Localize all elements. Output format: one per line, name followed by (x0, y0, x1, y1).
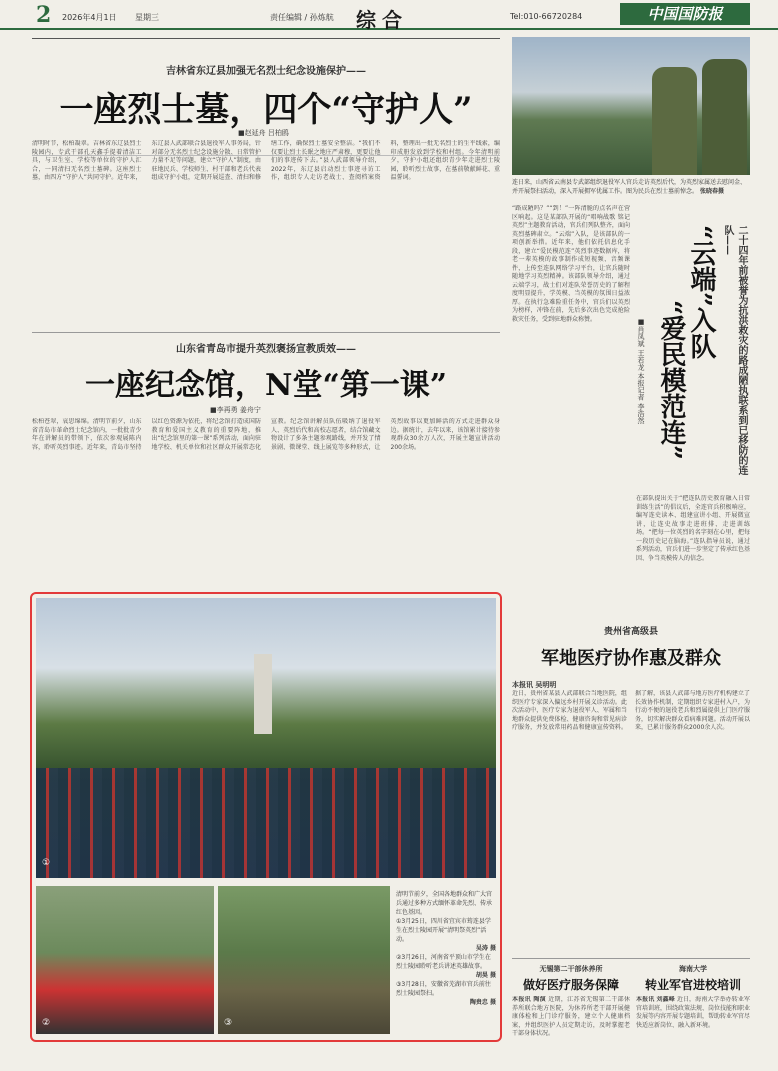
feature-subtitle: 二十四年前被誉为抗洪救灾的路成陋执联系到已移防的连队—— (722, 225, 747, 475)
article2-title: 一座纪念馆，N堂“第一课” (85, 368, 447, 403)
right-column-body: 在部队提出关于“把连队历史教育融入日常训练生活”的倡议后，全连官兵积极响应，编写连史读本、组建宣讲小组、开展微宣讲，让连史故事走进班排、走进训练场。“把每一位英烈的名字刻在心里，把每一段历史记在脑海。”连队指导员说，通过系列活动，官兵们进一步坚定了传承红色基因、争当英模传人的信念。 (636, 495, 750, 562)
photo-marker-2: ② (42, 1018, 51, 1028)
section-title: 综合 (356, 8, 408, 32)
photo-soldiers-tomb (218, 886, 390, 1034)
photo-students-veteran (36, 886, 214, 1034)
photo-story-captions (396, 890, 496, 1034)
article1-title: 一座烈士墓，四个“守护人” (59, 90, 473, 130)
student-rows (36, 768, 496, 878)
article2-kicker: 山东省青岛市提升英烈褒扬宣教质效—— (176, 344, 356, 355)
photo-credit-3: 陶贵忠 摄 (469, 999, 496, 1006)
photo-marker-3: ③ (224, 1018, 233, 1028)
weekday: 星期三 (135, 13, 159, 22)
article6-region: 海南大学 (679, 964, 707, 973)
editor-credit: 责任编辑 / 孙炼航 (270, 13, 334, 22)
article4-byline: 本报讯 吴明明 (512, 681, 557, 689)
telephone: Tel:010-66720284 (510, 12, 583, 21)
photo-caption-1: ①3月25日，四川省宜宾市筠连县学生在烈士陵园开展“清明祭英烈”活动。 (396, 918, 491, 943)
soldier-figure (652, 67, 697, 175)
newspaper-logo: 中国国防报 (620, 3, 750, 25)
article2-byline: ■李再勇 姜舟宁 (210, 406, 261, 414)
article5-title: 做好医疗服务保障 (522, 978, 619, 992)
article1-body: 清明时节，松柏凝翠。吉林省东辽县烈士陵园内，专武干部孔天鑫手提着清洁工具，与卫生室、学校等单位的守护人汇合，一同清扫无名烈士墓碑。这座烈士墓，由四方“守护人”共同守护。近年来，东辽县人武部联合县退役军人事务局，针对部分无名烈士纪念设施分散、日常管护力量不足等问题，建立“守护人”制度，由驻地民兵、学校师生、村干部和老兵代表组成守护小组，定期开展巡查、清扫和修缮工作，确保烈士墓安全整洁。“我们不仅要让烈士长眠之地庄严肃穆，更要让他们的事迹传下去。”县人武部领导介绍，2022年，东辽县启动烈士事迹寻访工作，组织专人走访老战士、查阅档案资料，整理出一批无名烈士的生平线索，编印成册发放到学校和村组。今年清明前夕，守护小组还组织青少年走进烈士陵园，聆听烈士故事，在墓前敬献鲜花、重温誓词。 (32, 140, 500, 181)
article3-body: “路成陋吗？”“到！”一阵清脆的点名声在营区响起。这是某部队开展的“唱响战歌 铭记英烈”主题教育活动，官兵们列队整齐，面向英烈墓碑肃立。“云端”入队，是该部队的一项创新举措。近年来，他们依托信息化手段，建立“爱民模范连”英烈事迹数据库，将老一辈英模的故事制作成短视频、音频课件，上传至连队网络学习平台，让官兵随时随地学习英烈精神。该部队领导介绍，通过云端学习，战士们对连队荣誉历史的了解程度明显提升，学英模、当英模的氛围日益浓厚。在执行急难险重任务中，官兵们以英烈为榜样，冲锋在前，先后多次出色完成抢险救灾任务，受到驻地群众称赞。 (512, 205, 630, 323)
photo-marker-1: ① (42, 858, 51, 868)
divider (32, 332, 500, 333)
article6-title: 转业军官进校培训 (644, 978, 741, 992)
photo-memorial-visit (512, 37, 750, 175)
article4-title: 军地医疗协作惠及群众 (541, 648, 721, 669)
divider (512, 958, 750, 959)
feature-byline: ■肖凤斌 王若龙 本报记者 李浩然 (637, 318, 645, 424)
page-number: 2 (36, 2, 52, 28)
issue-date: 2026年4月1日 (62, 13, 117, 22)
photo-credit-2: 胡昊 摄 (475, 972, 496, 979)
feature-title-b: “爱民模范连” (656, 300, 686, 460)
article2-body: 松柏苍翠，哀思绵绵。清明节前夕，山东省青岛市革命烈士纪念馆内，一批批青少年在讲解员的带领下，依次参观展陈内容，聆听英烈事迹。近年来，青岛市坚持以红色资源为依托，将纪念馆打造成国防教育和爱国主义教育的重要阵地，推出“纪念馆里的第一课”系列活动，面向驻地学校、机关单位和社区群众开展常态化宣教。纪念馆讲解员队伍吸纳了退役军人、英烈后代和高校志愿者，结合馆藏文物设计了多条主题参观路线，并开发了情景剧、微课堂、线上展览等多种形式，让英烈故事以更加鲜活的方式走进群众身边。据统计，去年以来，该馆累计接待参观群众30余万人次，开展主题宣讲活动200余场。 (32, 418, 500, 451)
article1-byline: ■赵延舟 吕柏鸥 (238, 129, 289, 137)
article6-body: 本报讯 刘鑫峰 近日，海南大学举办转业军官培训班，围绕政策法规、岗位技能和职业发展等内容开展专题培训，帮助转业军官尽快适应新岗位、融入新环境。 (636, 996, 750, 1029)
photo-story-caption-main: 清明节前夕，全国各地群众和广大官兵通过多种方式缅怀革命先烈、传承红色基因。 (396, 891, 493, 916)
article4-region: 贵州省高级县 (603, 627, 658, 637)
article5-body: 本报讯 陶演 近期，江苏省无锡第二干部休养所联合地方医院，为休养所老干部开展健康体检和上门诊疗服务，建立个人健康档案，并组织医护人员定期走访，及时掌握老干部身体状况。 (512, 996, 630, 1037)
monument-obelisk (254, 654, 272, 734)
article1-kicker: 吉林省东辽县加强无名烈士纪念设施保护—— (166, 66, 366, 77)
photo-students-memorial (36, 598, 496, 878)
soldier-figure (702, 59, 747, 175)
photo-credit-1: 吴涛 摄 (475, 945, 496, 952)
feature-title-a: “云端”入队 (686, 225, 716, 359)
photo-caption-3: ③3月28日，安徽省芜湖市官兵前往烈士陵园祭扫。 (396, 981, 491, 997)
photo-caption-2: ②3月26日，河南省平顶山市学生在烈士陵园聆听老兵讲述英雄故事。 (396, 954, 491, 970)
article4-body: 近日，贵州省某县人武部联合当地医院，组织医疗专家深入偏远乡村开展义诊活动。此次活动中，医疗专家为退役军人、军属和当地群众提供免费体检、健康咨询和常见病诊疗服务，并发放常用药品和健康宣传资料。据了解，该县人武部与地方医疗机构建立了长效协作机制，定期组织专家进村入户，为行动不便的退役老兵和烈属提供上门医疗服务，切实解决群众看病难问题。活动开展以来，已累计服务群众2000余人次。 (512, 690, 750, 731)
photo-top-caption: 连日来，山西省云南县专武部组织退役军人官兵走访英烈后代，为英烈家属送去慰问金、并开展祭扫活动，深入开展拥军优属工作。图为民兵在烈士墓前悼念。 张晓春摄 (512, 179, 747, 195)
article5-region: 无锡第二干部休养所 (539, 964, 603, 973)
